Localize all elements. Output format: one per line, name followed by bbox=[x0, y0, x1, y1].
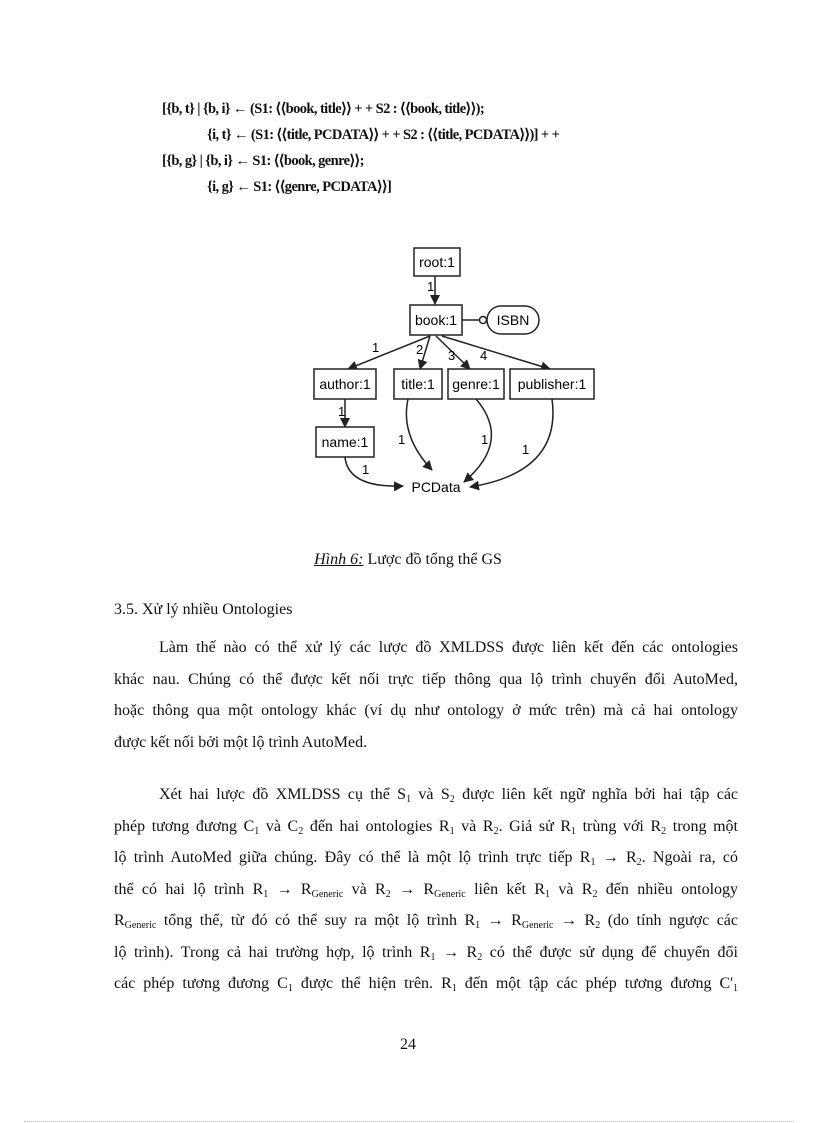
edge-name-pcdata bbox=[345, 457, 403, 486]
paragraph-line: lộ trình AutoMed giữa chúng. Đây có thể là một lộ trình trực tiếp $R_1 \to R_2$. Ngoài ra, có bbox=[114, 849, 739, 868]
node-isbn-label: ISBN bbox=[496, 312, 530, 328]
edge-label-title-pcdata: 1 bbox=[398, 432, 406, 447]
figure-number: Hình 6: bbox=[314, 551, 364, 568]
figure-caption bbox=[0, 551, 816, 569]
node-title bbox=[394, 369, 442, 399]
node-author-label: author:1 bbox=[319, 376, 371, 392]
edge-title-pcdata bbox=[406, 399, 432, 470]
edge-label-genre-pcdata: 1 bbox=[481, 432, 489, 447]
edge-label-publisher-pcdata: 1 bbox=[522, 442, 530, 457]
edge-label-book-author: 1 bbox=[372, 340, 380, 355]
paragraph-line: phép tương đương $C_1$ và $C_2$ đến hai ontologies $R_1$ và $R_2$. Giả sử $R_1$ trùng với $R_2$ trong một bbox=[114, 817, 739, 837]
node-genre-label: genre:1 bbox=[452, 376, 500, 392]
node-isbn bbox=[487, 306, 539, 334]
paragraph-1 bbox=[114, 632, 738, 758]
formula-line-4: {i, g} ← S1: ⟨⟨genre, PCDATA⟩⟩] bbox=[207, 179, 392, 195]
node-author bbox=[314, 369, 376, 399]
paragraph-2 bbox=[114, 779, 738, 1000]
section-heading: 3.5. Xử lý nhiều Ontologies bbox=[114, 601, 293, 618]
paragraph-line: $R_{Generic}$ tổng thể, từ đó có thể suy ra một lộ trình $R_1 \to R_{Generic} \to R_2$ (do tính ngược các bbox=[114, 912, 739, 931]
formula-line-3: [{b, g} | {b, i} ← S1: ⟨⟨book, genre⟩⟩; bbox=[162, 153, 364, 169]
formula-line-2: {i, t} ← (S1: ⟨⟨title, PCDATA⟩⟩ + + S2 : ⟨⟨title, PCDATA⟩⟩)] + + bbox=[207, 127, 560, 143]
edge-label-book-title: 2 bbox=[416, 342, 424, 357]
paragraph-line: hoặc thông qua một ontology khác (ví dụ như ontology ở mức trên) mà cả hai ontology bbox=[114, 702, 738, 719]
page-number: 24 bbox=[400, 1036, 416, 1053]
node-genre bbox=[448, 369, 504, 399]
isbn-attribute-marker bbox=[480, 317, 487, 324]
paragraph-line: Làm thế nào có thể xử lý các lược đồ XMLDSS được liên kết đến các ontologies bbox=[159, 639, 738, 656]
node-publisher bbox=[510, 369, 594, 399]
page-bottom-rule bbox=[24, 1121, 794, 1122]
edge-label-book-genre: 3 bbox=[448, 348, 456, 363]
node-name-label: name:1 bbox=[321, 434, 369, 450]
formula-line-1: [{b, t} | {b, i} ← (S1: ⟨⟨book, title⟩⟩ + + S2 : ⟨⟨book, title⟩⟩); bbox=[162, 101, 485, 117]
paragraph-line: các phép tương đương $C_1$ được thể hiện trên. $R_1$ đến một tập các phép tương đương $C'_1$ bbox=[114, 975, 739, 994]
node-root bbox=[414, 248, 460, 276]
edge-book-publisher bbox=[442, 336, 550, 369]
node-book bbox=[410, 305, 462, 335]
node-pcdata-label: PCData bbox=[411, 479, 461, 495]
edge-label-book-publisher: 4 bbox=[480, 348, 488, 363]
edge-label-root-book: 1 bbox=[427, 279, 435, 294]
node-title-label: title:1 bbox=[401, 376, 435, 392]
node-book-label: book:1 bbox=[414, 312, 458, 328]
paragraph-line: được kết nối bởi một lộ trình AutoMed. bbox=[114, 733, 368, 751]
paragraph-line: lộ trình). Trong cả hai trường hợp, lộ trình $R_1 \to R_2$ có thể được sử dụng để chuyển đổi bbox=[114, 943, 738, 963]
paragraph-line: thể có hai lộ trình $R_1 \to R_{Generic}$ và $R_2 \to R_{Generic}$ liên kết $R_1$ và $R_2$ đến nhiều ontology bbox=[114, 880, 739, 900]
paragraph-line: khác nau. Chúng có thể được kết nối trực tiếp thông qua lộ trình chuyển đổi AutoMed, bbox=[114, 670, 738, 688]
figure-caption-text: Lược đồ tổng thể GS bbox=[363, 551, 502, 568]
schema-diagram bbox=[290, 236, 610, 506]
node-root-label: root:1 bbox=[419, 254, 455, 270]
edge-label-author-name: 1 bbox=[338, 404, 346, 419]
node-publisher-label: publisher:1 bbox=[517, 376, 587, 392]
paragraph-line: Xét hai lược đồ XMLDSS cụ thể $S_1$ và $S_2$ được liên kết ngữ nghĩa bởi hai tập các bbox=[159, 786, 739, 805]
edge-label-name-pcdata: 1 bbox=[362, 462, 370, 477]
node-name bbox=[316, 427, 374, 457]
